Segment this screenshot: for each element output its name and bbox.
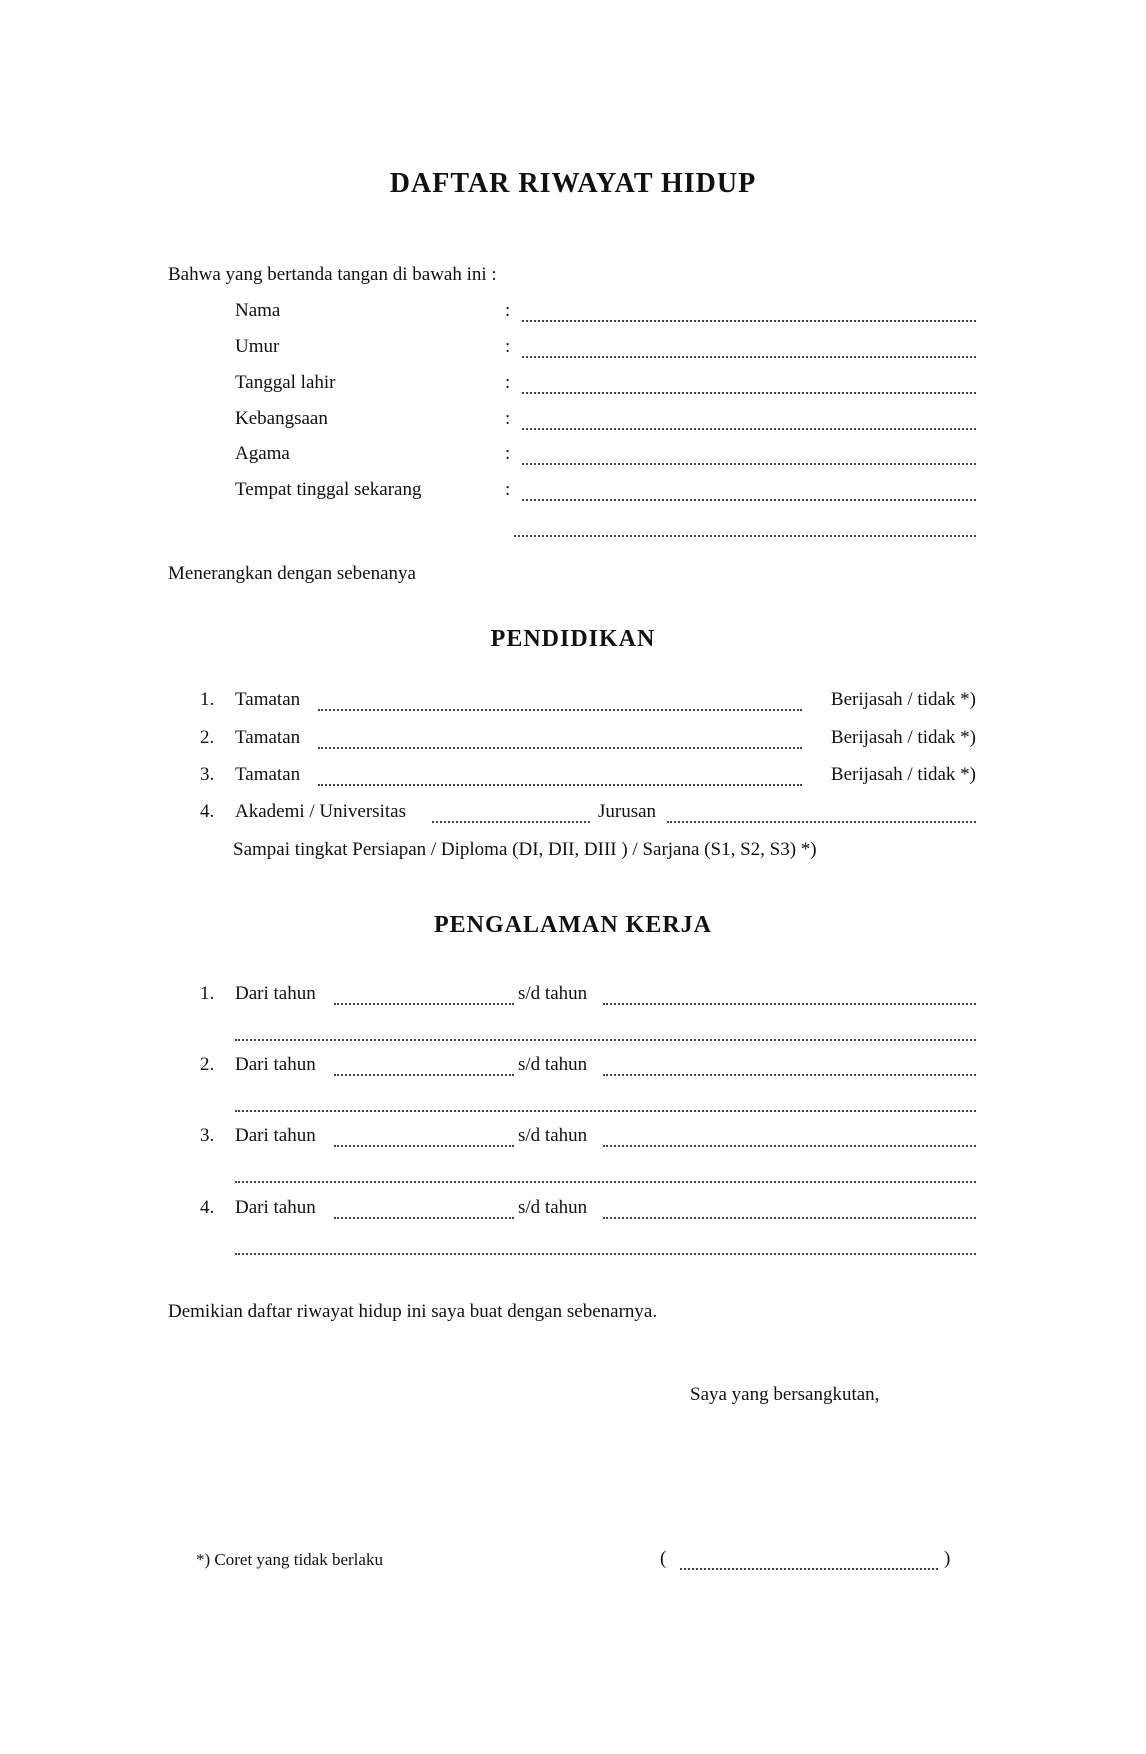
field-input-nama[interactable] [522,320,976,322]
footnote: *) Coret yang tidak berlaku [196,1550,383,1569]
field-input-tanggal-lahir[interactable] [522,392,976,394]
work-from-input[interactable] [334,1003,514,1005]
education-tamatan-input[interactable] [318,784,802,786]
work-number: 2. [200,1054,215,1075]
field-label-tanggal-lahir: Tanggal lahir [235,372,336,393]
work-number: 3. [200,1125,215,1146]
education-number: 2. [200,727,215,748]
signature-name-input[interactable] [680,1568,938,1570]
education-number: 3. [200,764,215,785]
education-tamatan-label: Tamatan [235,689,301,710]
work-from-label: Dari tahun [235,1197,316,1218]
work-from-label: Dari tahun [235,1125,316,1146]
education-number: 4. [200,801,215,822]
work-from-input[interactable] [334,1217,514,1219]
work-heading: PENGALAMAN KERJA [434,912,712,938]
work-from-label: Dari tahun [235,983,316,1004]
field-label-kebangsaan: Kebangsaan [235,408,328,429]
education-tamatan-label: Tamatan [235,764,301,785]
education-tamatan-input[interactable] [318,747,802,749]
field-colon: : [505,372,511,393]
education-heading: PENDIDIKAN [490,626,656,652]
certificate-option: Berijasah / tidak *) [830,727,976,748]
field-input-tempat-tinggal[interactable] [522,499,976,501]
education-number: 1. [200,689,215,710]
work-to-label: s/d tahun [518,1197,588,1218]
university-input[interactable] [432,821,590,823]
document-title: DAFTAR RIWAYAT HIDUP [389,168,757,199]
major-input[interactable] [667,821,976,823]
closing-text: Demikian daftar riwayat hidup ini saya buat dengan sebenarnya. [168,1301,658,1322]
field-input-tempat-tinggal-line2[interactable] [514,535,976,537]
major-label: Jurusan [598,801,657,822]
work-to-input[interactable] [603,1217,976,1219]
field-input-agama[interactable] [522,463,976,465]
field-colon: : [505,336,511,357]
work-to-label: s/d tahun [518,983,588,1004]
work-from-input[interactable] [334,1074,514,1076]
work-number: 4. [200,1197,215,1218]
education-tamatan-label: Tamatan [235,727,301,748]
field-colon: : [505,408,511,429]
field-colon: : [505,443,511,464]
field-input-umur[interactable] [522,356,976,358]
work-description-input[interactable] [235,1039,976,1041]
certificate-option: Berijasah / tidak *) [830,689,976,710]
work-to-input[interactable] [603,1145,976,1147]
university-label: Akademi / Universitas [235,801,406,822]
field-input-kebangsaan[interactable] [522,428,976,430]
statement-text: Menerangkan dengan sebenanya [168,563,416,584]
work-from-input[interactable] [334,1145,514,1147]
field-colon: : [505,300,511,321]
work-from-label: Dari tahun [235,1054,316,1075]
field-label-nama: Nama [235,300,281,321]
education-tamatan-input[interactable] [318,709,802,711]
work-to-input[interactable] [603,1003,976,1005]
work-description-input[interactable] [235,1253,976,1255]
intro-text: Bahwa yang bertanda tangan di bawah ini : [168,264,497,285]
signature-close-paren: ) [944,1548,951,1569]
education-level-note: Sampai tingkat Persiapan / Diploma (DI, DII, DIII ) / Sarjana (S1, S2, S3) *) [233,839,817,860]
work-description-input[interactable] [235,1181,976,1183]
work-number: 1. [200,983,215,1004]
signature-open-paren: ( [660,1548,667,1569]
work-description-input[interactable] [235,1110,976,1112]
work-to-label: s/d tahun [518,1054,588,1075]
field-colon: : [505,479,511,500]
field-label-umur: Umur [235,336,280,357]
field-label-agama: Agama [235,443,290,464]
field-label-tempat-tinggal: Tempat tinggal sekarang [235,479,422,500]
certificate-option: Berijasah / tidak *) [830,764,976,785]
signature-label: Saya yang bersangkutan, [690,1384,880,1405]
work-to-input[interactable] [603,1074,976,1076]
work-to-label: s/d tahun [518,1125,588,1146]
